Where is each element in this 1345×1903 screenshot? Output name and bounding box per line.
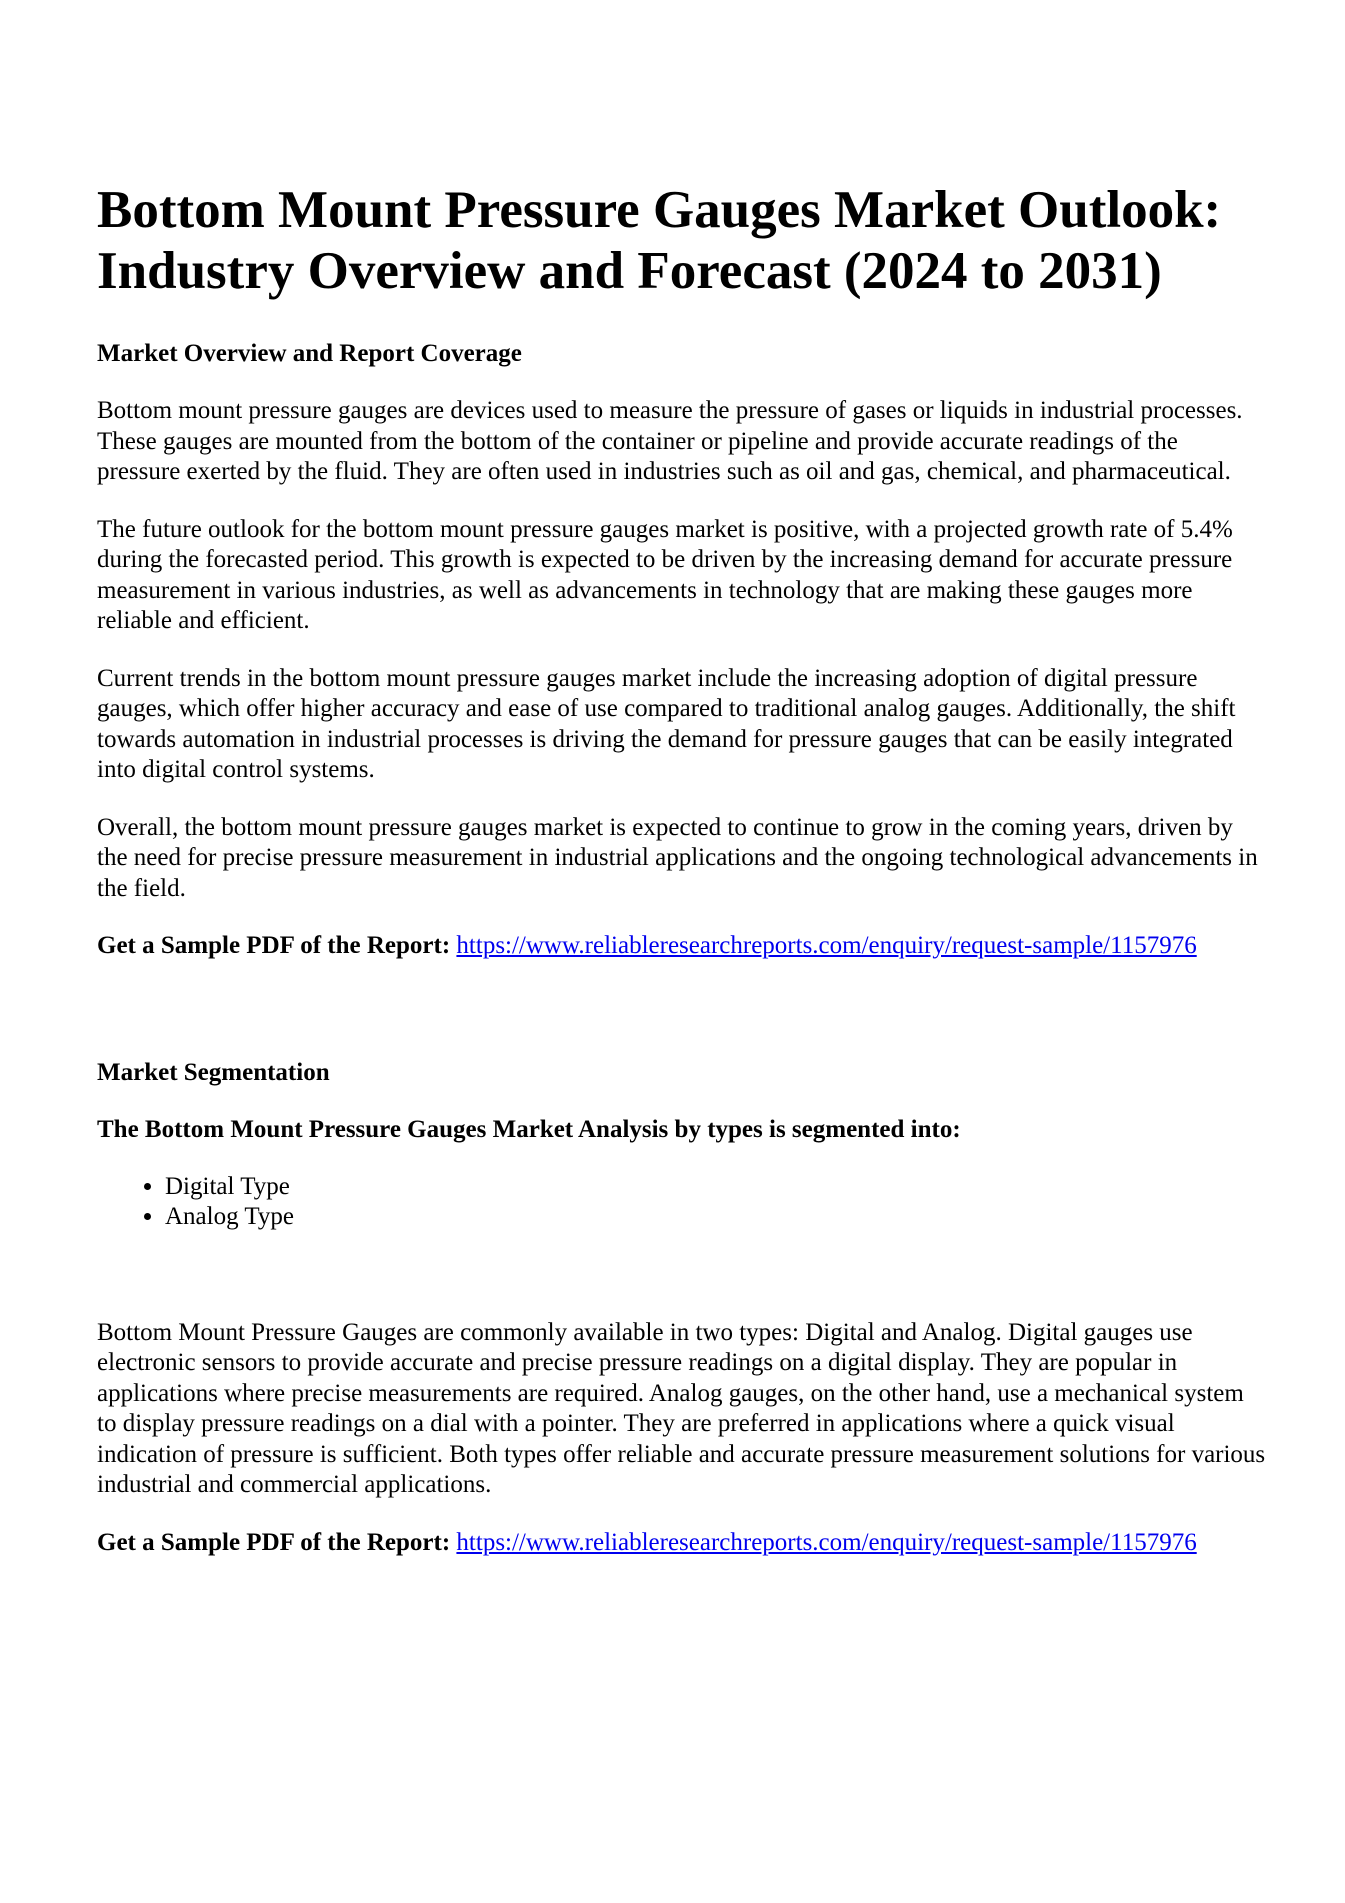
overview-heading: Market Overview and Report Coverage (97, 340, 522, 367)
sample-pdf-link[interactable]: https://www.reliableresearchreports.com/enquiry/request-sample/1157976 (456, 1528, 1197, 1556)
list-item: • Analog Type (165, 1202, 1267, 1233)
sample-pdf-label: Get a Sample PDF of the Report: (97, 1528, 451, 1556)
overview-paragraph-4: Overall, the bottom mount pressure gauges market is expected to continue to grow in the coming years, driven by the need for precise pressure measurement in industrial applications and the ongoing technological advancements in the field. (97, 813, 1258, 902)
sample-pdf-label: Get a Sample PDF of the Report: (97, 932, 451, 959)
list-item: • Digital Type (165, 1172, 1267, 1203)
document-page (97, 180, 1267, 1558)
page-title: Bottom Mount Pressure Gauges Market Outlook: Industry Overview and Forecast (2024 to 2031) (97, 181, 1222, 300)
types-description: Bottom Mount Pressure Gauges are commonly available in two types: Digital and Analog. Digital gauges use electronic sensors to provide accurate and precise pressure readings on a digital display. They are popular in applications where precise measurements are required. Analog gauges, on the other hand, use a mechanical system to display pressure readings on a dial with a pointer. They are preferred in applications where a quick visual indication of pressure is sufficient. Both types offer reliable and accurate pressure measurement solutions for various industrial and commercial applications. (97, 1318, 1266, 1498)
types-list (97, 1172, 1267, 1233)
sample-pdf-line-1 (97, 931, 1267, 962)
spacer (97, 1233, 1267, 1318)
sample-pdf-link[interactable]: https://www.reliableresearchreports.com/enquiry/request-sample/1157976 (456, 932, 1197, 959)
overview-paragraph-3: Current trends in the bottom mount pressure gauges market include the increasing adoption of digital pressure gauges, which offer higher accuracy and ease of use compared to traditional analog gauges. Additionally, the shift towards automation in industrial processes is driving the demand for pressure gauges that can be easily integrated into digital control systems. (97, 664, 1236, 783)
spacer (97, 962, 1267, 1058)
sample-pdf-line-2 (97, 1528, 1267, 1559)
types-heading: The Bottom Mount Pressure Gauges Market Analysis by types is segmented into: (97, 1115, 961, 1143)
segmentation-heading: Market Segmentation (97, 1058, 330, 1086)
overview-paragraph-2: The future outlook for the bottom mount pressure gauges market is positive, with a projected growth rate of 5.4% during the forecasted period. This growth is expected to be driven by the increasing demand for accurate pressure measurement in various industries, as well as advancements in technology that are making these gauges more reliable and efficient. (97, 515, 1233, 634)
overview-paragraph-1: Bottom mount pressure gauges are devices used to measure the pressure of gases or liquids in industrial processes. These gauges are mounted from the bottom of the container or pipeline and provide accurate readings of the pressure exerted by the fluid. They are often used in industries such as oil and gas, chemical, and pharmaceutical. (97, 397, 1243, 485)
